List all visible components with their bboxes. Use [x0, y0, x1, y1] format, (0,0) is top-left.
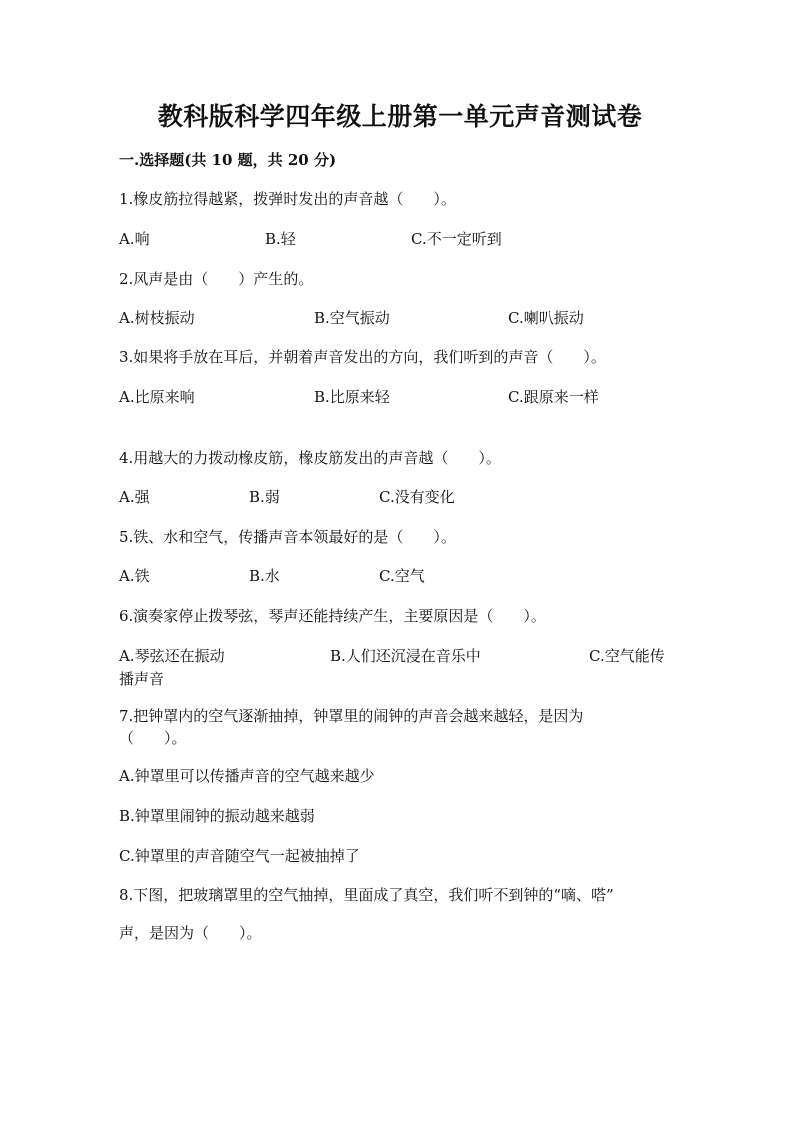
question-5-options — [119, 565, 679, 587]
question-7-stem-continued: （ ）。 — [119, 729, 187, 747]
question-1-option-c[interactable]: C.不一定听到 — [411, 230, 502, 248]
question-1-option-a[interactable]: A.响 — [119, 230, 150, 248]
question-4-option-c[interactable]: C.没有变化 — [379, 488, 455, 506]
question-5-option-c[interactable]: C.空气 — [379, 567, 425, 585]
question-6-option-b[interactable]: B.人们还沉浸在音乐中 — [330, 647, 481, 665]
question-2-option-a[interactable]: A.树枝振动 — [119, 309, 195, 327]
question-6-option-c-continued: 播声音 — [119, 670, 165, 688]
question-4-stem: 4.用越大的力拨动橡皮筋，橡皮筋发出的声音越（ ）。 — [119, 449, 501, 467]
question-8-stem-continued: 声，是因为（ ）。 — [119, 924, 262, 942]
question-1-stem: 1.橡皮筋拉得越紧，拨弹时发出的声音越（ ）。 — [119, 190, 456, 208]
question-2-option-c[interactable]: C.喇叭振动 — [508, 309, 584, 327]
question-6-stem: 6.演奏家停止拨琴弦，琴声还能持续产生，主要原因是（ ）。 — [119, 607, 546, 625]
question-3-option-b[interactable]: B.比原来轻 — [314, 388, 390, 406]
question-1-option-b[interactable]: B.轻 — [265, 230, 296, 248]
question-8-stem: 8.下图，把玻璃罩里的空气抽掉，里面成了真空，我们听不到钟的“嘀、嗒” — [119, 886, 614, 904]
question-2-options — [119, 307, 679, 329]
question-7-option-a[interactable]: A.钟罩里可以传播声音的空气越来越少 — [119, 767, 375, 785]
question-6-options — [119, 645, 679, 667]
question-7-option-b[interactable]: B.钟罩里闹钟的振动越来越弱 — [119, 807, 315, 825]
question-1-options — [119, 228, 679, 250]
question-7-option-c[interactable]: C.钟罩里的声音随空气一起被抽掉了 — [119, 847, 360, 865]
question-4-options — [119, 486, 679, 508]
question-4-option-b[interactable]: B.弱 — [249, 488, 280, 506]
question-3-stem: 3.如果将手放在耳后，并朝着声音发出的方向，我们听到的声音（ ）。 — [119, 348, 606, 366]
question-7-stem: 7.把钟罩内的空气逐渐抽掉，钟罩里的闹钟的声音会越来越轻，是因为 — [119, 707, 584, 725]
question-3-option-a[interactable]: A.比原来响 — [119, 388, 195, 406]
page-title: 教科版科学四年级上册第一单元声音测试卷 — [157, 102, 643, 131]
question-2-stem: 2.风声是由（ ）产生的。 — [119, 270, 314, 288]
question-3-options — [119, 386, 679, 408]
section-heading: 一.选择题(共 10 题，共 20 分) — [119, 151, 337, 169]
question-2-option-b[interactable]: B.空气振动 — [314, 309, 390, 327]
question-6-option-c[interactable]: C.空气能传 — [589, 647, 665, 665]
question-3-option-c[interactable]: C.跟原来一样 — [508, 388, 599, 406]
question-6-option-a[interactable]: A.琴弦还在振动 — [119, 647, 225, 665]
question-5-option-a[interactable]: A.铁 — [119, 567, 150, 585]
question-4-option-a[interactable]: A.强 — [119, 488, 150, 506]
question-5-stem: 5.铁、水和空气，传播声音本领最好的是（ ）。 — [119, 528, 456, 546]
question-5-option-b[interactable]: B.水 — [249, 567, 280, 585]
